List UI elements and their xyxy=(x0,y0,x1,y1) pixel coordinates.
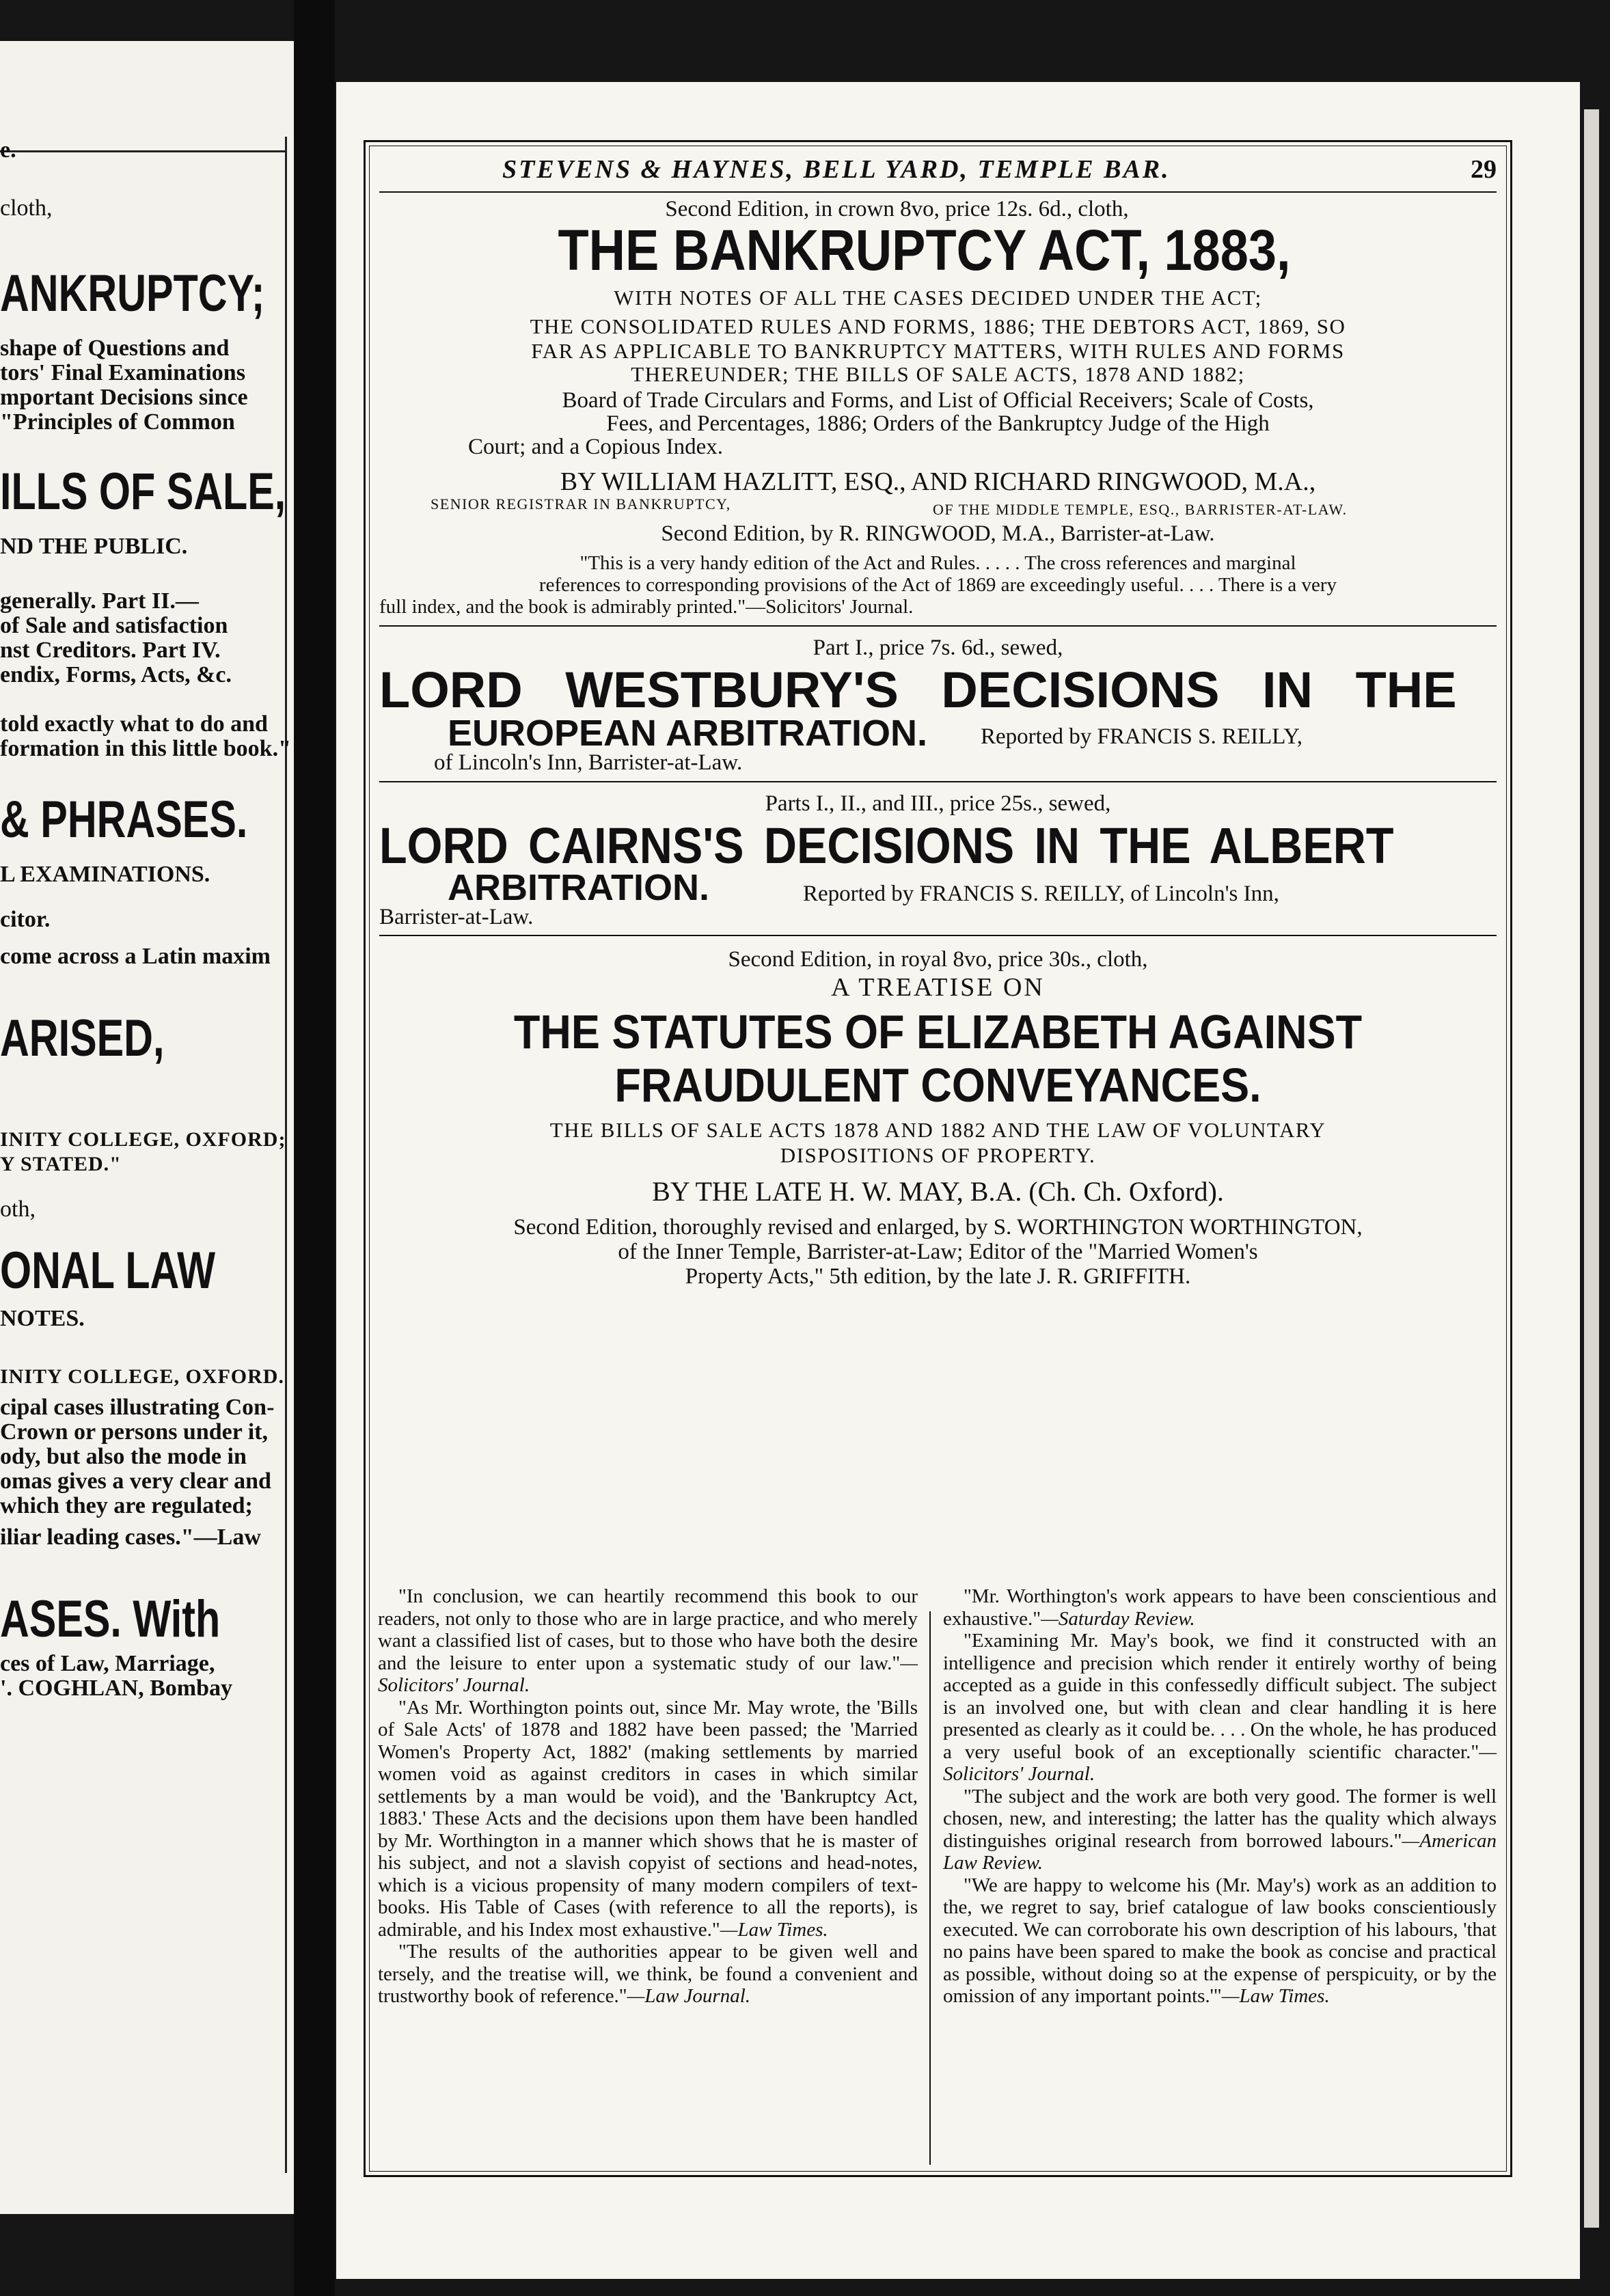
ad1-review-2: references to corresponding provisions of the Act of 1869 are exceedingly useful. . . . There is a very xyxy=(538,574,1337,596)
review-text: "In conclusion, we can heartily recommend this book to our readers, not only to those who are in large practice, and who merely want a classified list of cases, but to those who have both the desire and the leisure to enter upon a systematic study of our law." xyxy=(378,1585,918,1674)
ad4-revision-2: of the Inner Temple, Barrister-at-Law; Editor of the "Married Women's xyxy=(618,1240,1258,1264)
left-page-line: L EXAMINATIONS. xyxy=(0,862,210,887)
page-number: 29 xyxy=(1471,155,1497,184)
ad3-line-3: Barrister-at-Law. xyxy=(379,905,534,929)
review-text: "Examining Mr. May's book, we find it constructed with an intelligence and precision which render it entirely worthy of being accepted as a guide in this confessedly difficult subject. The subject is an involved one, but with clean and clear handling it is here presented as clearly as it could be. . . . On the whole, he has produced a very useful book of an exceptionally scientific character." xyxy=(943,1630,1497,1763)
ad4-revision-3: Property Acts," 5th edition, by the late J. R. GRIFFITH. xyxy=(685,1264,1191,1289)
header-rule xyxy=(379,191,1497,193)
left-page-line: of Sale and satisfaction xyxy=(0,613,228,638)
review-source: —Law Times. xyxy=(720,1918,828,1941)
page-edge xyxy=(1584,109,1599,2228)
left-page-line: Crown or persons under it, xyxy=(0,1419,268,1445)
ad1-subtitle-4: THEREUNDER; THE BILLS OF SALE ACTS, 1878 AND 1882; xyxy=(631,362,1245,386)
review-source: —Law Times. xyxy=(1221,1985,1330,2007)
ad4-edition: Second Edition, in royal 8vo, price 30s., cloth, xyxy=(728,947,1148,972)
ad1-subtitle-2: THE CONSOLIDATED RULES AND FORMS, 1886; THE DEBTORS ACT, 1869, SO xyxy=(530,314,1346,338)
left-page-line: which they are regulated; xyxy=(0,1493,253,1518)
left-page-line: citor. xyxy=(0,907,51,932)
ad1-subtitle-1: WITH NOTES OF ALL THE CASES DECIDED UNDER THE ACT; xyxy=(614,286,1262,310)
ad1-authors: BY WILLIAM HAZLITT, ESQ., AND RICHARD RINGWOOD, M.A., xyxy=(560,467,1316,496)
left-page-line: ces of Law, Marriage, xyxy=(0,1651,215,1676)
ad4-title-1: THE STATUTES OF ELIZABETH AGAINST xyxy=(513,1005,1363,1058)
left-page-line: cipal cases illustrating Con- xyxy=(0,1395,275,1420)
ad3-title-2: ARBITRATION. xyxy=(448,867,709,908)
left-page-line: e. xyxy=(0,137,16,163)
reviews-left-column xyxy=(378,1585,918,2008)
review-source: —Solicitors' Journal. xyxy=(378,1652,918,1696)
left-page-line: ILLS OF SALE, xyxy=(0,463,286,521)
review-text: "The subject and the work are both very good. The former is well chosen, new, and interesting; the latter has the quality which always distinguishes original research from borrowed labours." xyxy=(943,1785,1497,1852)
left-page-line: ASES. With xyxy=(0,1590,221,1648)
left-page-line: cloth, xyxy=(0,195,53,221)
review-paragraph xyxy=(943,1630,1497,1786)
ad4-subtitle-2: DISPOSITIONS OF PROPERTY. xyxy=(780,1143,1096,1167)
review-source: —Solicitors' Journal. xyxy=(943,1740,1497,1785)
review-paragraph xyxy=(378,1697,918,1941)
review-paragraph xyxy=(943,1874,1497,2008)
review-source: —Law Journal. xyxy=(627,1985,751,2007)
left-page-line: come across a Latin maxim xyxy=(0,944,271,969)
column-divider xyxy=(929,1611,931,2165)
rule-1 xyxy=(379,625,1497,627)
left-page-line: told exactly what to do and xyxy=(0,711,268,737)
ad2-line-3: of Lincoln's Inn, Barrister-at-Law. xyxy=(434,750,743,775)
ad1-subtitle-7: Court; and a Copious Index. xyxy=(468,435,724,459)
ad1-second-edition: Second Edition, by R. RINGWOOD, M.A., Barrister-at-Law. xyxy=(661,521,1215,546)
page-frame xyxy=(364,140,1512,2177)
ad1-author2-role: OF THE MIDDLE TEMPLE, ESQ., BARRISTER-AT-LAW. xyxy=(933,501,1348,518)
left-page-line: ND THE PUBLIC. xyxy=(0,534,188,559)
left-page-line: ONAL LAW xyxy=(0,1242,216,1300)
left-page-line: shape of Questions and xyxy=(0,336,230,361)
review-text: "The results of the authorities appear to be given well and tersely, and the treatise will, we think, be found a convenient and trustworthy book of reference." xyxy=(378,1941,918,2007)
ad4-subtitle-1: THE BILLS OF SALE ACTS 1878 AND 1882 AND THE LAW OF VOLUNTARY xyxy=(549,1118,1326,1142)
left-page-line: & PHRASES. xyxy=(0,791,248,849)
review-paragraph xyxy=(378,1585,918,1697)
left-page-line: INITY COLLEGE, OXFORD. xyxy=(0,1365,284,1388)
ad1-subtitle-5: Board of Trade Circulars and Forms, and List of Official Receivers; Scale of Costs, xyxy=(562,388,1314,413)
ad2-title-1: LORD WESTBURY'S DECISIONS IN THE xyxy=(379,661,1457,718)
ad2-title-2: EUROPEAN ARBITRATION. xyxy=(448,713,927,754)
review-text: "As Mr. Worthington points out, since Mr. May wrote, the 'Bills of Sale Acts' of 1878 and 1882 have been passed; the 'Married Women's Property Act, 1882' (making settlements by married women void as against creditors in cases in which similar settlements by a man would be void), and the 'Bankruptcy Act, 1883.' These Acts and the decisions upon them have been handled by Mr. Worthington in a manner which shows that he is master of his subject, and not a slavish copyist of sections and head-notes, which is a vicious propensity of many modern compilers of text-books. His Table of Cases (with reference to all the reports), is admirable, and his Index most exhaustive." xyxy=(378,1696,918,1941)
ad1-review-1: "This is a very handy edition of the Act and Rules. . . . . The cross references and marginal xyxy=(579,552,1296,574)
ad1-author1-role: SENIOR REGISTRAR IN BANKRUPTCY, xyxy=(431,495,731,512)
left-page-line: '. COGHLAN, Bombay xyxy=(0,1676,233,1701)
left-page-line: Y STATED." xyxy=(0,1153,122,1175)
book-gutter xyxy=(294,0,335,2296)
left-page-line: nst Creditors. Part IV. xyxy=(0,638,221,663)
ad1-edition: Second Edition, in crown 8vo, price 12s. 6d., cloth, xyxy=(665,197,1129,221)
ad1-review-3: full index, and the book is admirably printed."—Solicitors' Journal. xyxy=(379,596,914,618)
left-page-line: ody, but also the mode in xyxy=(0,1444,247,1469)
ad3-edition: Parts I., II., and III., price 25s., sewed, xyxy=(765,791,1111,816)
review-text: "Mr. Worthington's work appears to have been conscientious and exhaustive." xyxy=(943,1585,1497,1630)
left-page-line: omas gives a very clear and xyxy=(0,1468,271,1494)
left-page-line: ANKRUPTCY; xyxy=(0,264,265,323)
left-page-line: oth, xyxy=(0,1197,36,1222)
publisher-header: STEVENS & HAYNES, BELL YARD, TEMPLE BAR. xyxy=(502,155,1171,184)
review-paragraph xyxy=(943,1585,1497,1630)
left-page-line: formation in this little book." xyxy=(0,736,291,761)
left-page-line: INITY COLLEGE, OXFORD; xyxy=(0,1128,286,1151)
reviews-right-column xyxy=(943,1585,1497,2008)
left-page-line: generally. Part II.— xyxy=(0,588,199,614)
review-source: —American Law Review. xyxy=(943,1829,1497,1874)
ad1-title: THE BANKRUPTCY ACT, 1883, xyxy=(558,218,1291,282)
rule-3 xyxy=(379,935,1497,936)
ad2-edition: Part I., price 7s. 6d., sewed, xyxy=(813,636,1063,660)
ad3-title-1: LORD CAIRNS'S DECISIONS IN THE ALBERT xyxy=(379,817,1394,874)
ad4-title-2: FRAUDULENT CONVEYANCES. xyxy=(614,1058,1261,1112)
ad3-reporter: Reported by FRANCIS S. REILLY, of Lincoln's Inn, xyxy=(803,882,1279,906)
ad1-subtitle-3: FAR AS APPLICABLE TO BANKRUPTCY MATTERS, WITH RULES AND FORMS xyxy=(531,339,1345,363)
catalogue-page xyxy=(336,82,1580,2279)
left-page-line: ARISED, xyxy=(0,1009,165,1067)
review-paragraph xyxy=(943,1786,1497,1874)
left-page-line: tors' Final Examinations xyxy=(0,360,245,385)
ad4-author: BY THE LATE H. W. MAY, B.A. (Ch. Ch. Oxford). xyxy=(652,1176,1224,1207)
review-source: —Saturday Review. xyxy=(1041,1607,1195,1630)
review-text: "We are happy to welcome his (Mr. May's) work as an addition to the, we regret to say, brief catalogue of law books conscientiously executed. We can corroborate his own description of his labours, 'that no pains have been spared to make the book as concise and practical as possible, without doing so at the expense of perspicuity, or by the omission of any important points.'" xyxy=(943,1874,1497,2007)
left-page-line: endix, Forms, Acts, &c. xyxy=(0,662,232,687)
ad4-treatise: A TREATISE ON xyxy=(831,973,1045,1002)
ad1-subtitle-6: Fees, and Percentages, 1886; Orders of the Bankruptcy Judge of the High xyxy=(606,411,1270,436)
left-page-line: mportant Decisions since xyxy=(0,385,248,410)
review-paragraph xyxy=(378,1941,918,2008)
previous-page xyxy=(0,41,294,2214)
rule-2 xyxy=(379,781,1497,782)
left-page-line: "Principles of Common xyxy=(0,409,235,435)
ad4-revision-1: Second Edition, thoroughly revised and enlarged, by S. WORTHINGTON WORTHINGTON, xyxy=(513,1215,1363,1240)
left-page-line: iliar leading cases."—Law xyxy=(0,1525,261,1550)
left-page-line: NOTES. xyxy=(0,1306,85,1331)
ad2-reporter: Reported by FRANCIS S. REILLY, xyxy=(981,724,1302,749)
